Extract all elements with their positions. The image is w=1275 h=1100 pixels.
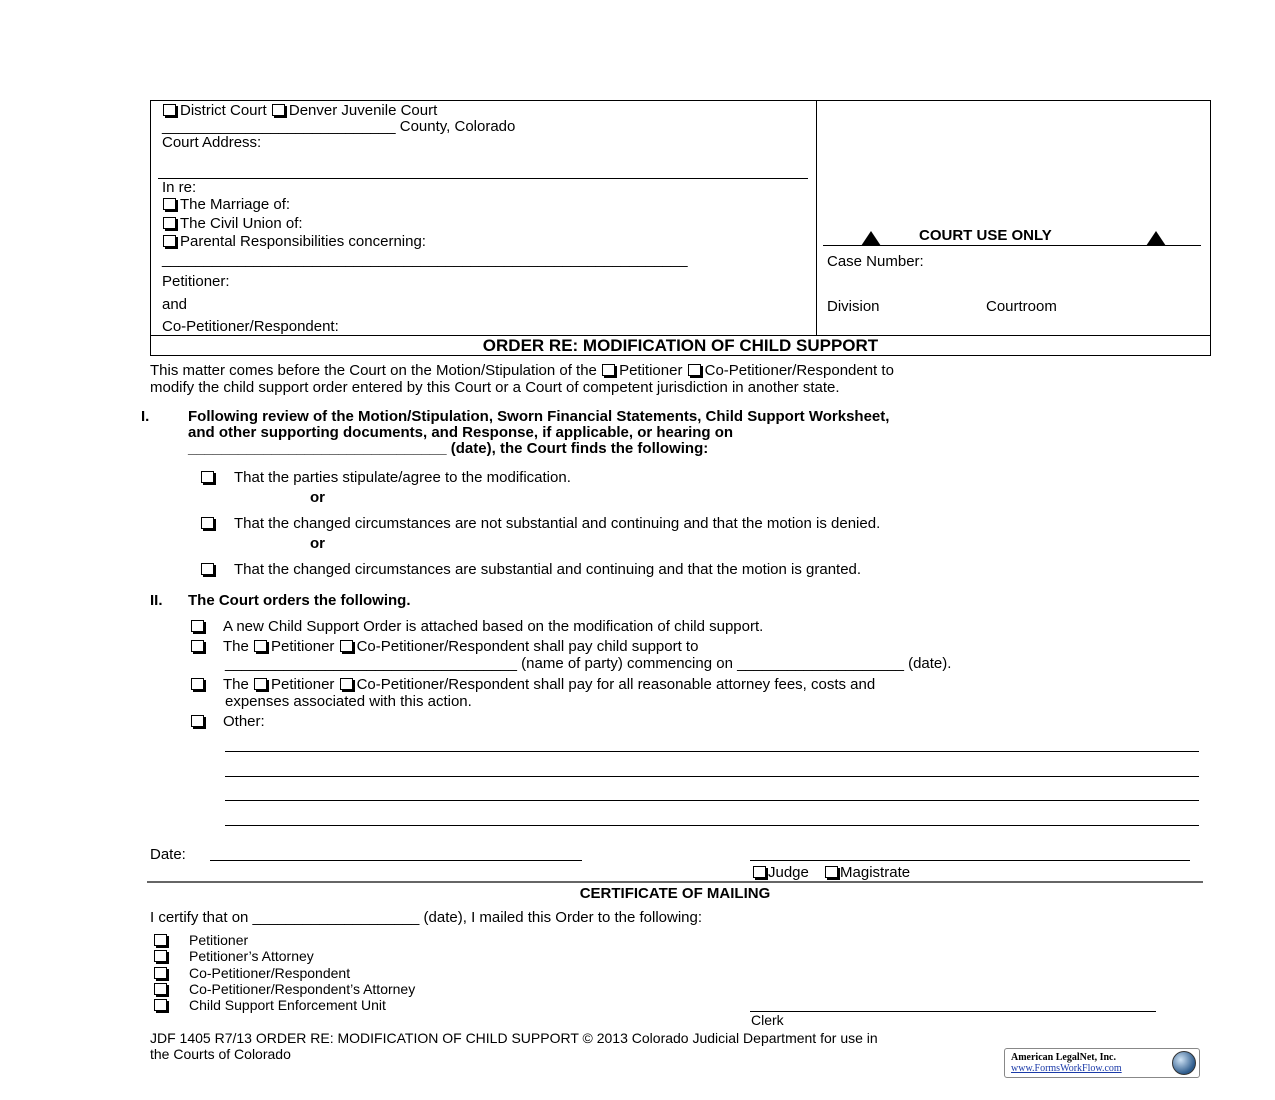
marriage-checkbox[interactable] [163,198,176,210]
globe-icon [1172,1051,1196,1075]
or-1: or [310,489,325,506]
intro-line2: modify the child support order entered by this Court or a Court of competent jurisdiction in another state. [150,379,840,396]
intro-petitioner-checkbox[interactable] [602,364,615,376]
intro-line1: This matter comes before the Court on the Motion/Stipulation of the Petitioner Co-Petitioner/Respondent to [150,362,894,379]
order-pay-support-checkbox[interactable] [191,640,204,652]
finding-denied: That the changed circumstances are not substantial and continuing and that the motion is denied. [200,516,880,531]
american-legalnet-logo[interactable] [1004,1048,1200,1078]
court-use-only: COURT USE ONLY [919,227,1052,244]
recipient-petitioner: Petitioner [153,933,248,947]
finding-granted-checkbox[interactable] [201,563,214,575]
civil-union-checkbox[interactable] [163,217,176,229]
recipient-enforcement-unit-checkbox[interactable] [154,999,167,1011]
section-divider [147,881,1203,883]
footer-line2: the Courts of Colorado [150,1046,291,1062]
order-pay-support-line2[interactable]: ___________________________________ (name of party) commencing on ____________________ (date). [225,655,952,672]
parental-line[interactable]: _______________________________________________________________ [162,251,688,268]
recipient-co-petitioner-attorney: Co-Petitioner/Respondent’s Attorney [153,982,415,996]
triangle-right-icon [1146,231,1166,246]
court-address-rule [158,178,808,179]
clerk-label: Clerk [751,1012,784,1028]
order-attorney-fees: The Petitioner Co-Petitioner/Respondent shall pay for all reasonable attorney fees, costs and [190,677,875,692]
finding-granted: That the changed circumstances are substantial and continuing and that the motion is granted. [200,562,861,577]
other-line-4[interactable] [225,825,1199,826]
court-use-rule [823,245,1201,246]
magistrate-checkbox[interactable] [825,866,838,878]
logo-company-name: American LegalNet, Inc. [1011,1052,1116,1063]
order-pay-support-petitioner-checkbox[interactable] [254,640,267,652]
and-label: and [162,296,188,313]
clerk-signature-line[interactable] [750,1011,1156,1012]
petitioner-label: Petitioner: [162,273,230,290]
section1-line3: _______________________________ (date), the Court finds the following: [188,440,709,457]
triangle-left-icon [861,231,881,246]
denver-juvenile-court-checkbox[interactable] [272,104,285,116]
footer-line1: JDF 1405 R7/13 ORDER RE: MODIFICATION OF CHILD SUPPORT © 2013 Colorado Judicial Department for use in [150,1030,878,1046]
finding-denied-checkbox[interactable] [201,517,214,529]
section1-line1: Following review of the Motion/Stipulation, Sworn Financial Statements, Child Support Worksheet, [188,408,890,425]
certificate-heading: CERTIFICATE OF MAILING [579,885,771,902]
caption-divider [816,100,817,336]
order-attorney-fees-line2: expenses associated with this action. [225,693,472,710]
civil-union-row: The Civil Union of: [162,216,303,231]
order-pay-support-co-petitioner-checkbox[interactable] [340,640,353,652]
or-2: or [310,535,325,552]
county-line[interactable]: ____________________________ County, Colorado [162,118,516,135]
co-petitioner-label: Co-Petitioner/Respondent: [162,318,339,335]
recipient-enforcement-unit: Child Support Enforcement Unit [153,998,386,1012]
other-line-1[interactable] [225,751,1199,752]
order-attorney-fees-checkbox[interactable] [191,678,204,690]
intro-co-petitioner-checkbox[interactable] [688,364,701,376]
order-new-support-checkbox[interactable] [191,620,204,632]
date-label: Date: [150,846,186,863]
order-other-checkbox[interactable] [191,715,204,727]
other-line-2[interactable] [225,776,1199,777]
recipient-co-petitioner-checkbox[interactable] [154,967,167,979]
marriage-row: The Marriage of: [162,197,290,212]
courtroom-label: Courtroom [986,298,1057,315]
date-line[interactable] [210,860,582,861]
page-title: ORDER RE: MODIFICATION OF CHILD SUPPORT [482,336,879,355]
judge-checkbox[interactable] [753,866,766,878]
section2-numeral: II. [150,592,163,609]
recipient-co-petitioner: Co-Petitioner/Respondent [153,966,350,980]
section1-line2: and other supporting documents, and Response, if applicable, or hearing on [188,424,734,441]
court-type-row: District Court Denver Juvenile Court [162,103,437,118]
logo-url[interactable]: www.FormsWorkFlow.com [1011,1063,1122,1074]
order-other: Other: [190,714,265,729]
court-address-label: Court Address: [162,134,262,151]
certificate-line: I certify that on ____________________ (date), I mailed this Order to the following: [150,909,703,926]
order-attorney-fees-petitioner-checkbox[interactable] [254,678,267,690]
order-attorney-fees-co-petitioner-checkbox[interactable] [340,678,353,690]
parental-row: Parental Responsibilities concerning: [162,234,426,249]
recipient-petitioner-attorney: Petitioner’s Attorney [153,949,314,963]
recipient-co-petitioner-attorney-checkbox[interactable] [154,983,167,995]
recipient-petitioner-attorney-checkbox[interactable] [154,950,167,962]
order-new-support: A new Child Support Order is attached based on the modification of child support. [190,619,763,634]
case-number-label: Case Number: [827,253,924,270]
division-label: Division [827,298,880,315]
finding-stipulate-checkbox[interactable] [201,471,214,483]
parental-checkbox[interactable] [163,235,176,247]
order-pay-support: The Petitioner Co-Petitioner/Respondent shall pay child support to [190,639,698,654]
recipient-petitioner-checkbox[interactable] [154,934,167,946]
section2-heading: The Court orders the following. [188,592,411,609]
judge-magistrate-row: Judge Magistrate [752,865,910,880]
finding-stipulate: That the parties stipulate/agree to the modification. [200,470,571,485]
section1-numeral: I. [141,408,150,425]
district-court-checkbox[interactable] [163,104,176,116]
signature-line[interactable] [750,860,1190,861]
other-line-3[interactable] [225,800,1199,801]
in-re-label: In re: [162,179,197,196]
